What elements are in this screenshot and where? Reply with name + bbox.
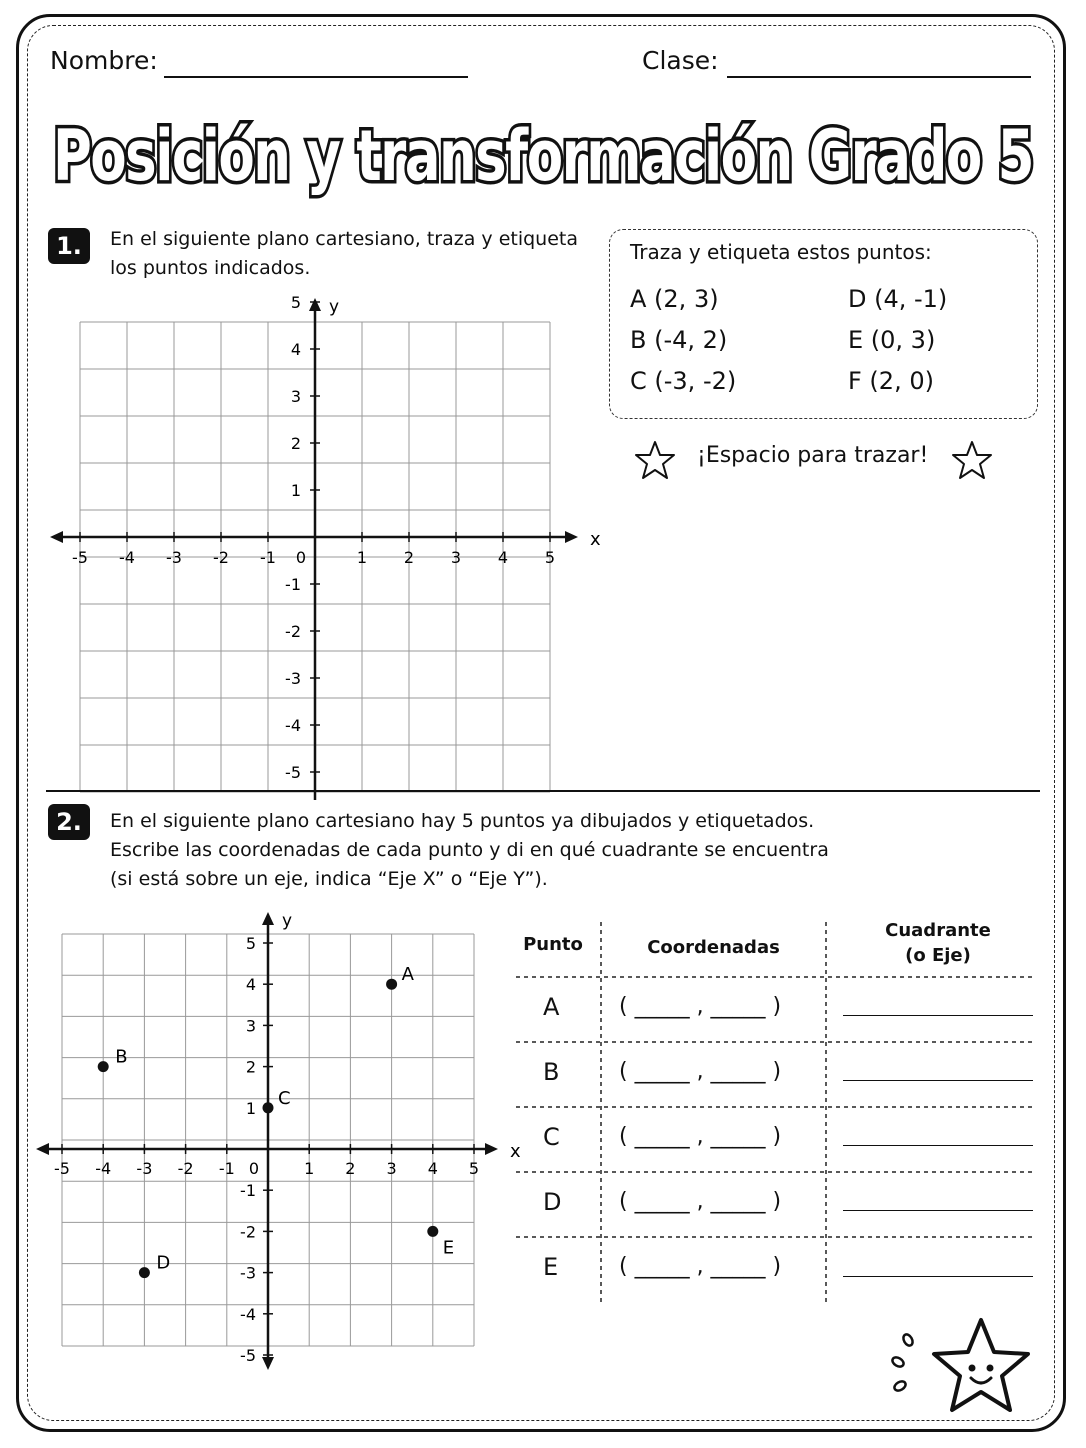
table-header-coordinates: Coordenadas xyxy=(647,937,780,958)
y-tick-label: 5 xyxy=(290,293,301,312)
name-label: Nombre: xyxy=(50,46,158,75)
point-b xyxy=(98,1061,109,1072)
x-tick-label: -3 xyxy=(136,1159,153,1178)
y-tick-label: 3 xyxy=(290,387,301,406)
origin-label: 0 xyxy=(295,548,307,567)
exercise1-instruction-2: los puntos indicados. xyxy=(110,257,311,279)
exercise2-instruction-1: En el siguiente plano cartesiano hay 5 puntos ya dibujados y etiquetados. xyxy=(110,810,815,832)
x-tick-label: 1 xyxy=(356,548,368,567)
y-tick-label: 2 xyxy=(245,1057,256,1077)
origin-label: 0 xyxy=(248,1159,260,1178)
x-tick-label: 3 xyxy=(386,1159,397,1178)
point-a xyxy=(386,979,397,990)
point-item-d: D (4, -1) xyxy=(848,285,948,313)
x-tick-label: 5 xyxy=(468,1159,480,1178)
point-label-a: A xyxy=(401,964,414,986)
x-tick-label: 4 xyxy=(427,1159,438,1178)
class-label: Clase: xyxy=(642,46,719,75)
y-axis-arrow-down xyxy=(262,1357,274,1370)
y-tick-label: -4 xyxy=(240,1304,256,1324)
x-tick-label: -3 xyxy=(166,548,182,567)
x-tick-label: -1 xyxy=(260,548,276,567)
y-axis-label: y xyxy=(329,297,340,317)
point-item-f: F (2, 0) xyxy=(848,367,934,395)
x-tick-label: 2 xyxy=(403,548,415,567)
point-label-b: B xyxy=(115,1046,128,1068)
table-row-letter-a: A xyxy=(543,993,560,1021)
page-title-text: Posición y transformación Grado 5 xyxy=(53,115,1033,197)
y-tick-label: -2 xyxy=(285,622,301,641)
point-e xyxy=(427,1226,438,1237)
x-tick-label: -2 xyxy=(177,1159,194,1178)
x-tick-label: -5 xyxy=(54,1159,70,1178)
y-tick-label: 4 xyxy=(290,340,301,359)
drawing-space-label: ¡Espacio para trazar! xyxy=(697,443,929,468)
x-axis-label: x xyxy=(510,1141,521,1162)
y-tick-label: 2 xyxy=(290,434,301,453)
coord-field-a[interactable]: ( _____ , _____ ) xyxy=(619,994,782,1019)
point-item-c: C (-3, -2) xyxy=(630,367,737,395)
coord-field-c[interactable]: ( _____ , _____ ) xyxy=(619,1124,782,1149)
x-axis-label: x xyxy=(590,529,601,550)
x-axis-arrow-right xyxy=(485,1143,498,1155)
quadrant-field-a[interactable] xyxy=(843,1015,1033,1016)
point-label-e: E xyxy=(442,1237,455,1259)
quadrant-field-e[interactable] xyxy=(843,1276,1033,1277)
exercise2-instruction-2: Escribe las coordenadas de cada punto y di en qué cuadrante se encuentra xyxy=(110,839,829,861)
table-header-point: Punto xyxy=(523,934,583,955)
y-tick-label: -3 xyxy=(240,1263,256,1283)
y-tick-label: -3 xyxy=(285,669,301,688)
point-d xyxy=(139,1267,150,1278)
point-item-e: E (0, 3) xyxy=(848,326,936,354)
point-label-d: D xyxy=(156,1252,171,1274)
y-tick-label: -5 xyxy=(285,763,301,782)
x-tick-label: 5 xyxy=(544,548,556,567)
y-tick-label: 4 xyxy=(245,975,256,995)
exercise1-instruction-1: En el siguiente plano cartesiano, traza y etiqueta xyxy=(110,228,579,250)
exercise2-instruction-3: (si está sobre un eje, indica “Eje X” o “Eje Y”). xyxy=(110,868,548,890)
x-axis-arrow-left xyxy=(36,1143,49,1155)
exercise1-number: 1. xyxy=(48,228,90,264)
y-tick-label: 5 xyxy=(245,934,256,953)
x-tick-label: -1 xyxy=(218,1159,235,1178)
table-header-quadrant: Cuadrante xyxy=(885,920,991,941)
y-tick-label: -2 xyxy=(240,1222,256,1242)
point-c xyxy=(263,1102,274,1113)
x-tick-label: 3 xyxy=(450,548,462,567)
x-tick-label: -2 xyxy=(213,548,229,567)
y-tick-label: 1 xyxy=(245,1098,256,1118)
y-axis-arrow-up xyxy=(262,912,274,925)
table-row-letter-c: C xyxy=(543,1123,560,1151)
coord-field-d[interactable]: ( _____ , _____ ) xyxy=(619,1189,782,1214)
points-box-title: Traza y etiqueta estos puntos: xyxy=(630,240,932,264)
table-row-letter-e: E xyxy=(543,1253,559,1281)
y-tick-label: -1 xyxy=(240,1181,256,1201)
coord-field-b[interactable]: ( _____ , _____ ) xyxy=(619,1059,782,1084)
point-item-a: A (2, 3) xyxy=(630,285,719,313)
table-row-letter-d: D xyxy=(543,1188,562,1216)
y-tick-label: -5 xyxy=(240,1346,256,1365)
x-tick-label: -4 xyxy=(95,1159,112,1178)
quadrant-field-c[interactable] xyxy=(843,1145,1033,1146)
x-tick-label: -5 xyxy=(72,548,88,567)
y-tick-label: -1 xyxy=(285,575,301,594)
smiling-star-icon xyxy=(886,1312,1036,1422)
y-tick-label: 1 xyxy=(290,481,301,500)
table-header-quadrant-sub: (o Eje) xyxy=(905,945,971,966)
y-tick-label: 3 xyxy=(245,1016,256,1036)
x-tick-label: -4 xyxy=(119,548,135,567)
quadrant-field-b[interactable] xyxy=(843,1080,1033,1081)
coord-field-e[interactable]: ( _____ , _____ ) xyxy=(619,1254,782,1279)
y-axis-label: y xyxy=(282,911,293,931)
x-tick-label: 2 xyxy=(345,1159,356,1178)
exercise2-number: 2. xyxy=(48,804,90,840)
point-label-c: C xyxy=(278,1087,291,1109)
quadrant-field-d[interactable] xyxy=(843,1210,1033,1211)
x-tick-label: 4 xyxy=(497,548,509,567)
y-tick-label: -4 xyxy=(285,716,301,735)
x-tick-label: 1 xyxy=(304,1159,315,1178)
point-item-b: B (-4, 2) xyxy=(630,326,728,354)
table-row-letter-b: B xyxy=(543,1058,560,1086)
